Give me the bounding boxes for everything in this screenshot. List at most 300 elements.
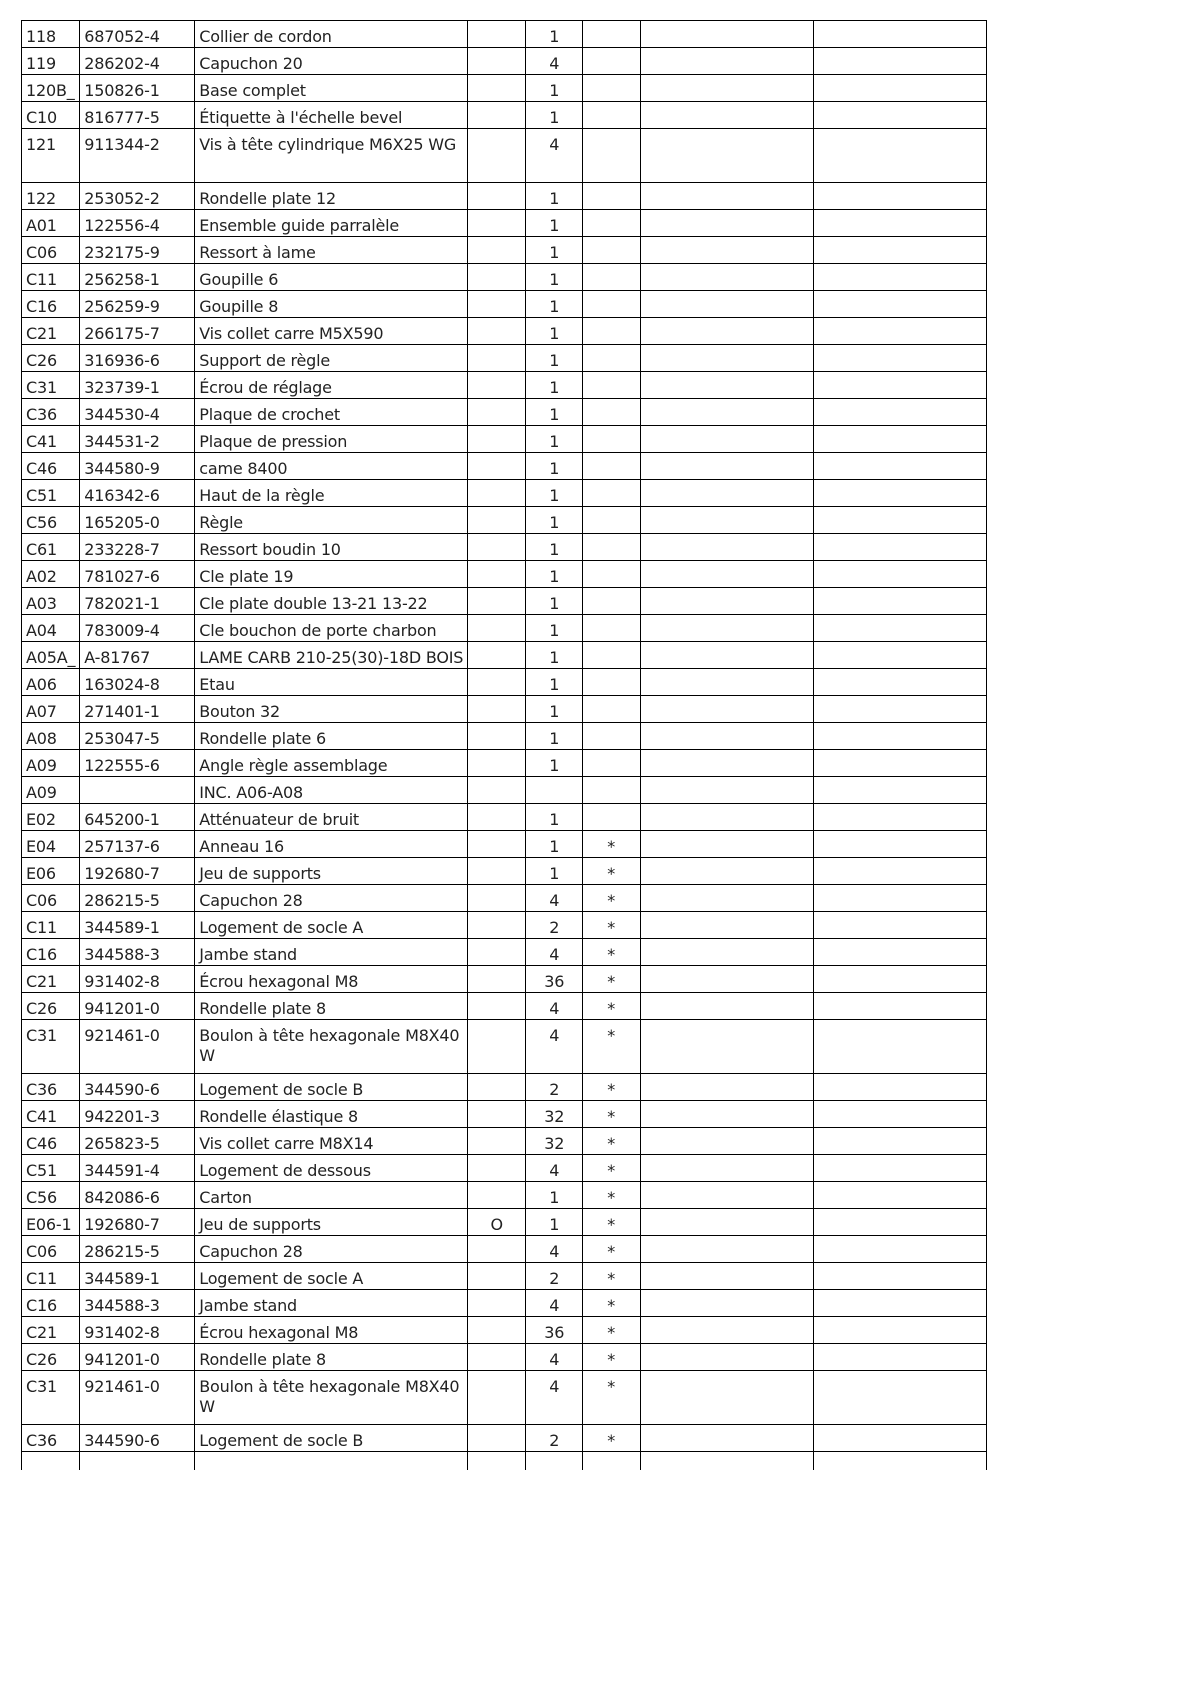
part-number-cell: 781027-6 — [80, 561, 195, 588]
part-number-cell: 192680-7 — [80, 1209, 195, 1236]
option-cell — [468, 399, 526, 426]
description-cell: Bouton 32 — [195, 696, 468, 723]
part-number-cell: 233228-7 — [80, 534, 195, 561]
remark-cell — [814, 993, 987, 1020]
description-cell: Atténuateur de bruit — [195, 804, 468, 831]
part-number-cell: 256259-9 — [80, 291, 195, 318]
description-cell: Jeu de supports — [195, 1209, 468, 1236]
quantity-cell: 1 — [526, 426, 583, 453]
flag-cell — [583, 399, 641, 426]
option-cell — [468, 1317, 526, 1344]
quantity-cell: 4 — [526, 993, 583, 1020]
flag-cell — [583, 237, 641, 264]
remark-cell — [814, 318, 987, 345]
flag-cell — [583, 507, 641, 534]
part-number-cell: 911344-2 — [80, 129, 195, 183]
option-cell — [468, 1290, 526, 1317]
note-cell — [641, 453, 814, 480]
description-cell: Jeu de supports — [195, 858, 468, 885]
part-number-cell: A-81767 — [80, 642, 195, 669]
quantity-cell: 1 — [526, 372, 583, 399]
flag-cell — [583, 750, 641, 777]
quantity-cell: 1 — [526, 750, 583, 777]
description-cell: Écrou hexagonal M8 — [195, 1317, 468, 1344]
ref-cell: A01 — [22, 210, 80, 237]
note-cell — [641, 210, 814, 237]
quantity-cell: 1 — [526, 399, 583, 426]
table-row — [22, 777, 987, 804]
part-number-cell: 931402-8 — [80, 966, 195, 993]
description-cell: Écrou hexagonal M8 — [195, 966, 468, 993]
option-cell — [468, 993, 526, 1020]
option-cell — [468, 21, 526, 48]
quantity-cell: 4 — [526, 129, 583, 183]
remark-cell — [814, 561, 987, 588]
ref-cell: E04 — [22, 831, 80, 858]
flag-cell: * — [583, 912, 641, 939]
description-cell: Support de règle — [195, 345, 468, 372]
description-cell: Ensemble guide parralèle — [195, 210, 468, 237]
flag-cell — [583, 75, 641, 102]
remark-cell — [814, 291, 987, 318]
part-number-cell: 942201-3 — [80, 1101, 195, 1128]
note-cell — [641, 696, 814, 723]
option-cell — [468, 561, 526, 588]
table-row — [22, 1182, 987, 1209]
flag-cell: * — [583, 993, 641, 1020]
part-number-cell: 842086-6 — [80, 1182, 195, 1209]
flag-cell — [583, 723, 641, 750]
part-number-cell: 816777-5 — [80, 102, 195, 129]
quantity-cell: 4 — [526, 1020, 583, 1074]
option-cell — [468, 1020, 526, 1074]
ref-cell: C16 — [22, 939, 80, 966]
table-row — [22, 372, 987, 399]
table-row — [22, 426, 987, 453]
note-cell — [641, 1182, 814, 1209]
empty-cell — [195, 1452, 468, 1470]
table-row — [22, 399, 987, 426]
quantity-cell: 1 — [526, 696, 583, 723]
option-cell — [468, 777, 526, 804]
description-cell: Anneau 16 — [195, 831, 468, 858]
table-row — [22, 885, 987, 912]
flag-cell — [583, 102, 641, 129]
part-number-cell: 921461-0 — [80, 1371, 195, 1425]
option-cell — [468, 507, 526, 534]
part-number-cell: 122556-4 — [80, 210, 195, 237]
part-number-cell: 645200-1 — [80, 804, 195, 831]
note-cell — [641, 561, 814, 588]
remark-cell — [814, 75, 987, 102]
option-cell — [468, 1425, 526, 1452]
remark-cell — [814, 426, 987, 453]
ref-cell: C31 — [22, 372, 80, 399]
ref-cell: C16 — [22, 291, 80, 318]
remark-cell — [814, 1209, 987, 1236]
flag-cell: * — [583, 1074, 641, 1101]
note-cell — [641, 183, 814, 210]
option-cell — [468, 696, 526, 723]
table-row — [22, 723, 987, 750]
quantity-cell: 2 — [526, 1263, 583, 1290]
table-row — [22, 1155, 987, 1182]
empty-cell — [80, 1452, 195, 1470]
remark-cell — [814, 804, 987, 831]
ref-cell: E06 — [22, 858, 80, 885]
ref-cell: 121 — [22, 129, 80, 183]
flag-cell — [583, 534, 641, 561]
option-cell — [468, 804, 526, 831]
note-cell — [641, 237, 814, 264]
option-cell — [468, 534, 526, 561]
empty-cell — [22, 1452, 80, 1470]
option-cell — [468, 750, 526, 777]
note-cell — [641, 75, 814, 102]
flag-cell — [583, 210, 641, 237]
option-cell — [468, 1344, 526, 1371]
description-cell: Règle — [195, 507, 468, 534]
option-cell — [468, 1101, 526, 1128]
remark-cell — [814, 480, 987, 507]
table-row — [22, 696, 987, 723]
flag-cell — [583, 345, 641, 372]
part-number-cell: 253047-5 — [80, 723, 195, 750]
ref-cell: C36 — [22, 399, 80, 426]
note-cell — [641, 534, 814, 561]
description-cell: Plaque de pression — [195, 426, 468, 453]
flag-cell: * — [583, 1263, 641, 1290]
note-cell — [641, 1209, 814, 1236]
flag-cell: * — [583, 1155, 641, 1182]
description-cell: Cle plate 19 — [195, 561, 468, 588]
ref-cell: 118 — [22, 21, 80, 48]
description-cell: Jambe stand — [195, 1290, 468, 1317]
flag-cell: * — [583, 885, 641, 912]
part-number-cell: 344589-1 — [80, 912, 195, 939]
description-cell: Vis collet carre M5X590 — [195, 318, 468, 345]
part-number-cell: 286215-5 — [80, 885, 195, 912]
flag-cell: * — [583, 1290, 641, 1317]
table-row-cut-off — [22, 1452, 987, 1470]
flag-cell: * — [583, 1182, 641, 1209]
note-cell — [641, 1074, 814, 1101]
table-row — [22, 21, 987, 48]
table-row — [22, 642, 987, 669]
description-cell: Rondelle plate 8 — [195, 1344, 468, 1371]
part-number-cell: 165205-0 — [80, 507, 195, 534]
flag-cell — [583, 777, 641, 804]
description-cell: came 8400 — [195, 453, 468, 480]
flag-cell: * — [583, 966, 641, 993]
remark-cell — [814, 264, 987, 291]
quantity-cell: 1 — [526, 237, 583, 264]
description-cell: Logement de socle A — [195, 912, 468, 939]
note-cell — [641, 48, 814, 75]
remark-cell — [814, 696, 987, 723]
note-cell — [641, 426, 814, 453]
table-row — [22, 453, 987, 480]
ref-cell: C31 — [22, 1020, 80, 1074]
option-cell — [468, 615, 526, 642]
quantity-cell: 2 — [526, 912, 583, 939]
flag-cell — [583, 696, 641, 723]
part-number-cell: 253052-2 — [80, 183, 195, 210]
ref-cell: A07 — [22, 696, 80, 723]
table-row — [22, 831, 987, 858]
note-cell — [641, 345, 814, 372]
note-cell — [641, 723, 814, 750]
quantity-cell — [526, 777, 583, 804]
remark-cell — [814, 615, 987, 642]
option-cell — [468, 588, 526, 615]
part-number-cell: 286202-4 — [80, 48, 195, 75]
option-cell — [468, 183, 526, 210]
remark-cell — [814, 1101, 987, 1128]
description-cell: INC. A06-A08 — [195, 777, 468, 804]
option-cell — [468, 669, 526, 696]
part-number-cell: 344590-6 — [80, 1074, 195, 1101]
table-row — [22, 345, 987, 372]
table-row — [22, 804, 987, 831]
quantity-cell: 32 — [526, 1101, 583, 1128]
ref-cell: C11 — [22, 1263, 80, 1290]
option-cell — [468, 1074, 526, 1101]
ref-cell: C46 — [22, 453, 80, 480]
table-row — [22, 129, 987, 183]
description-cell: Rondelle plate 8 — [195, 993, 468, 1020]
quantity-cell: 4 — [526, 1344, 583, 1371]
part-number-cell: 344588-3 — [80, 1290, 195, 1317]
ref-cell: C46 — [22, 1128, 80, 1155]
part-number-cell: 931402-8 — [80, 1317, 195, 1344]
part-number-cell — [80, 777, 195, 804]
table-row — [22, 1101, 987, 1128]
note-cell — [641, 129, 814, 183]
note-cell — [641, 264, 814, 291]
ref-cell: 120B_ — [22, 75, 80, 102]
ref-cell: C51 — [22, 1155, 80, 1182]
remark-cell — [814, 1344, 987, 1371]
note-cell — [641, 1020, 814, 1074]
description-cell: Logement de socle B — [195, 1425, 468, 1452]
table-row — [22, 210, 987, 237]
table-row — [22, 912, 987, 939]
option-cell — [468, 75, 526, 102]
option-cell — [468, 372, 526, 399]
description-cell: Logement de dessous — [195, 1155, 468, 1182]
table-row — [22, 858, 987, 885]
part-number-cell: 782021-1 — [80, 588, 195, 615]
flag-cell: * — [583, 1020, 641, 1074]
remark-cell — [814, 1182, 987, 1209]
ref-cell: A05A_ — [22, 642, 80, 669]
flag-cell — [583, 642, 641, 669]
remark-cell — [814, 183, 987, 210]
remark-cell — [814, 750, 987, 777]
ref-cell: 119 — [22, 48, 80, 75]
remark-cell — [814, 939, 987, 966]
flag-cell — [583, 804, 641, 831]
ref-cell: C21 — [22, 966, 80, 993]
description-cell: Rondelle plate 12 — [195, 183, 468, 210]
part-number-cell: 150826-1 — [80, 75, 195, 102]
description-cell: Capuchon 28 — [195, 1236, 468, 1263]
flag-cell — [583, 615, 641, 642]
remark-cell — [814, 372, 987, 399]
table-row — [22, 1236, 987, 1263]
empty-cell — [526, 1452, 583, 1470]
ref-cell: E02 — [22, 804, 80, 831]
quantity-cell: 1 — [526, 804, 583, 831]
description-cell: Vis à tête cylindrique M6X25 WG — [195, 129, 468, 183]
remark-cell — [814, 858, 987, 885]
option-cell — [468, 831, 526, 858]
table-row — [22, 48, 987, 75]
option-cell — [468, 1155, 526, 1182]
option-cell — [468, 345, 526, 372]
option-cell — [468, 291, 526, 318]
remark-cell — [814, 885, 987, 912]
option-cell — [468, 129, 526, 183]
description-cell: Haut de la règle — [195, 480, 468, 507]
note-cell — [641, 885, 814, 912]
quantity-cell: 1 — [526, 588, 583, 615]
quantity-cell: 1 — [526, 318, 583, 345]
flag-cell — [583, 588, 641, 615]
option-cell — [468, 210, 526, 237]
ref-cell: A03 — [22, 588, 80, 615]
note-cell — [641, 1128, 814, 1155]
remark-cell — [814, 912, 987, 939]
note-cell — [641, 804, 814, 831]
flag-cell — [583, 426, 641, 453]
remark-cell — [814, 669, 987, 696]
quantity-cell: 1 — [526, 453, 583, 480]
ref-cell: E06-1 — [22, 1209, 80, 1236]
table-row — [22, 507, 987, 534]
quantity-cell: 1 — [526, 615, 583, 642]
ref-cell: C06 — [22, 237, 80, 264]
table-row — [22, 1020, 987, 1074]
description-cell: Goupille 6 — [195, 264, 468, 291]
quantity-cell: 4 — [526, 885, 583, 912]
ref-cell: C51 — [22, 480, 80, 507]
ref-cell: C10 — [22, 102, 80, 129]
table-row — [22, 1074, 987, 1101]
description-cell: Base complet — [195, 75, 468, 102]
quantity-cell: 1 — [526, 291, 583, 318]
quantity-cell: 2 — [526, 1074, 583, 1101]
description-cell: LAME CARB 210-25(30)-18D BOIS — [195, 642, 468, 669]
quantity-cell: 36 — [526, 1317, 583, 1344]
part-number-cell: 344588-3 — [80, 939, 195, 966]
part-number-cell: 257137-6 — [80, 831, 195, 858]
remark-cell — [814, 507, 987, 534]
part-number-cell: 344530-4 — [80, 399, 195, 426]
remark-cell — [814, 129, 987, 183]
note-cell — [641, 858, 814, 885]
note-cell — [641, 750, 814, 777]
table-row — [22, 966, 987, 993]
quantity-cell: 1 — [526, 102, 583, 129]
table-row — [22, 615, 987, 642]
flag-cell: * — [583, 1344, 641, 1371]
ref-cell: C21 — [22, 1317, 80, 1344]
note-cell — [641, 777, 814, 804]
quantity-cell: 1 — [526, 345, 583, 372]
part-number-cell: 271401-1 — [80, 696, 195, 723]
parts-table-body — [22, 21, 987, 1470]
remark-cell — [814, 399, 987, 426]
part-number-cell: 344590-6 — [80, 1425, 195, 1452]
note-cell — [641, 1101, 814, 1128]
ref-cell: C26 — [22, 1344, 80, 1371]
note-cell — [641, 993, 814, 1020]
note-cell — [641, 669, 814, 696]
table-row — [22, 480, 987, 507]
option-cell — [468, 1236, 526, 1263]
flag-cell: * — [583, 1371, 641, 1425]
part-number-cell: 921461-0 — [80, 1020, 195, 1074]
ref-cell: C06 — [22, 1236, 80, 1263]
remark-cell — [814, 1155, 987, 1182]
table-row — [22, 1371, 987, 1425]
description-cell: Collier de cordon — [195, 21, 468, 48]
table-row — [22, 1317, 987, 1344]
flag-cell — [583, 129, 641, 183]
description-cell: Étiquette à l'échelle bevel — [195, 102, 468, 129]
table-row — [22, 1209, 987, 1236]
ref-cell: C56 — [22, 1182, 80, 1209]
flag-cell: * — [583, 831, 641, 858]
option-cell — [468, 453, 526, 480]
option-cell — [468, 1371, 526, 1425]
description-cell: Ressort boudin 10 — [195, 534, 468, 561]
option-cell: O — [468, 1209, 526, 1236]
remark-cell — [814, 966, 987, 993]
note-cell — [641, 1317, 814, 1344]
remark-cell — [814, 48, 987, 75]
flag-cell — [583, 264, 641, 291]
flag-cell: * — [583, 1236, 641, 1263]
quantity-cell: 36 — [526, 966, 583, 993]
ref-cell: 122 — [22, 183, 80, 210]
note-cell — [641, 1290, 814, 1317]
table-row — [22, 183, 987, 210]
flag-cell: * — [583, 939, 641, 966]
flag-cell: * — [583, 1128, 641, 1155]
quantity-cell: 4 — [526, 1236, 583, 1263]
empty-cell — [641, 1452, 814, 1470]
table-row — [22, 534, 987, 561]
description-cell: Etau — [195, 669, 468, 696]
part-number-cell: 316936-6 — [80, 345, 195, 372]
quantity-cell: 1 — [526, 534, 583, 561]
remark-cell — [814, 210, 987, 237]
option-cell — [468, 237, 526, 264]
table-row — [22, 561, 987, 588]
remark-cell — [814, 102, 987, 129]
part-number-cell: 687052-4 — [80, 21, 195, 48]
part-number-cell: 783009-4 — [80, 615, 195, 642]
table-row — [22, 669, 987, 696]
note-cell — [641, 318, 814, 345]
ref-cell: C56 — [22, 507, 80, 534]
part-number-cell: 256258-1 — [80, 264, 195, 291]
ref-cell: C36 — [22, 1074, 80, 1101]
note-cell — [641, 1344, 814, 1371]
